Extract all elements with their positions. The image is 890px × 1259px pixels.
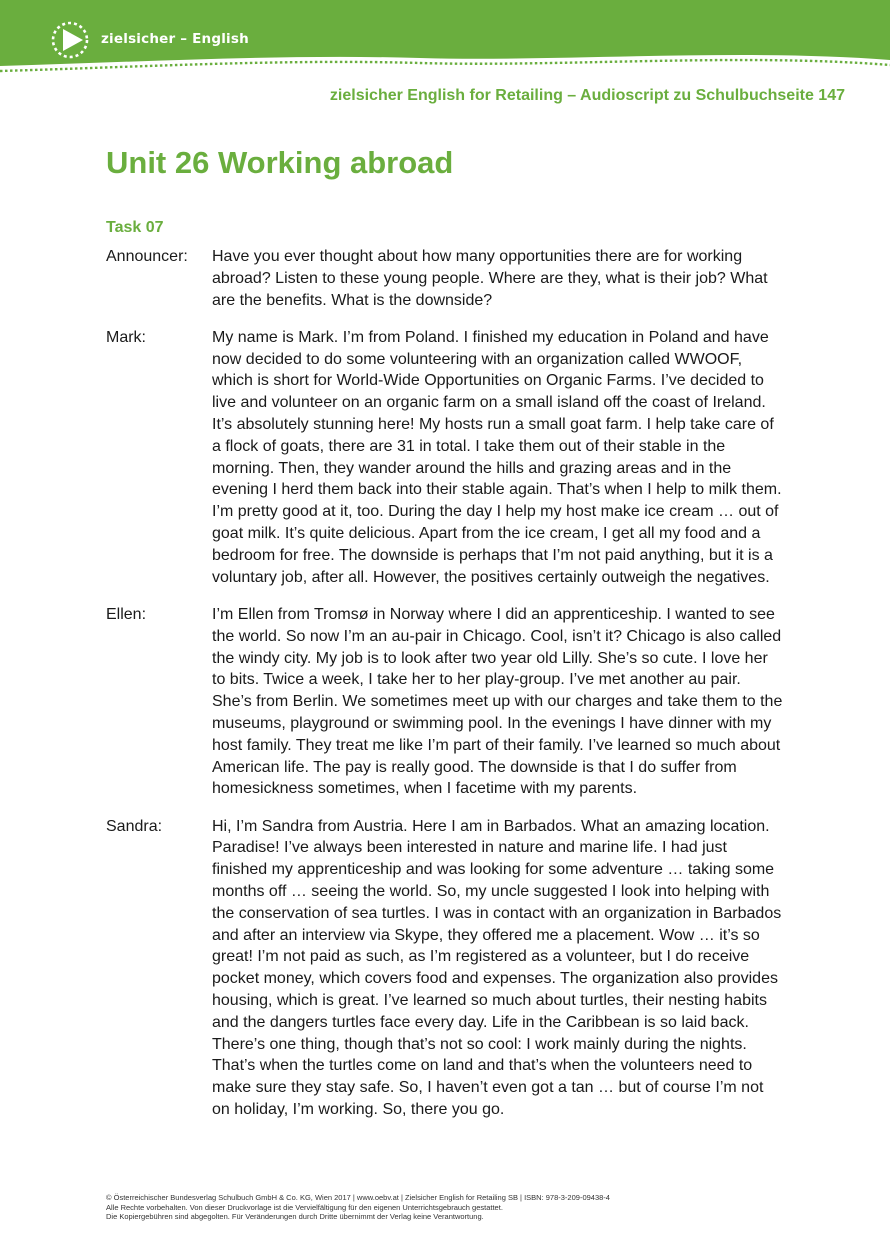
- brand-name: zielsicher – English: [101, 31, 249, 47]
- copyright-footer: [106, 1193, 806, 1222]
- speaker-name: Mark:: [106, 328, 146, 346]
- dialogue-turn-mark: [106, 327, 796, 589]
- footer-line: Alle Rechte vorbehalten. Von dieser Druckvorlage ist die Vervielfältigung für den eigenen Unterrichtsgebrauch gestattet.: [106, 1202, 503, 1212]
- audioscript: [106, 246, 796, 1136]
- dialogue-turn-ellen: [106, 604, 796, 800]
- speech-text: Have you ever thought about how many opportunities there are for working abroad? Listen to these young people. Where are they, what is their job? What are the benefits. What is the downside?: [212, 248, 768, 309]
- speech-text: My name is Mark. I’m from Poland. I finished my education in Poland and have now decided to do some volunteering with an organization called WWOOF, which is short for World-Wide Opportunities on Organic Farms. I’ve decided to live and volunteer on an organic farm on a small island off the coast of Ireland. It’s absolutely stunning here! My hosts run a small goat farm. I help take care of a flock of goats, there are 31 in total. I take them out of their stable in the morning. Then, they wander around the hills and grazing areas and in the evening I herd them back into their stable again. That’s when I help to milk them. I’m pretty good at it, too. During the day I help my host make ice cream … out of goat milk. It’s quite delicious. Apart from the ice cream, I get all my food and a bedroom for free. The downside is perhaps that I’m not paid anything, but it is a voluntary job, after all. However, the positives certainly outweigh the negatives.: [212, 328, 782, 586]
- speaker-name: Sandra:: [106, 817, 163, 835]
- speech-text: Hi, I’m Sandra from Austria. Here I am in Barbados. What an amazing location. Paradise! I’ve always been interested in nature and marine life. I had just finished my apprenticeship and was looking for some adventure … taking some months off … seeing the world. So, my uncle suggested I look into helping with the conservation of sea turtles. I was in contact with an organization in Barbados and after an interview via Skype, they offered me a placement. Wow … it’s so great! I’m not paid as such, as I’m registered as a volunteer, but I do receive pocket money, which covers food and expenses. The organization also provides housing, which is great. I’ve learned so much about turtles, their nesting habits and the dangers turtles face every day. Life in the Caribbean is so laid back. There’s one thing, though that’s not so cool: I work mainly during the nights. That’s when the turtles come on land and that’s when the volunteers need to make sure they stay safe. So, I haven’t even got a tan … but of course I’m not on holiday, I’m working. So, there you go.: [212, 817, 782, 1118]
- speaker-name: Ellen:: [106, 605, 147, 623]
- speaker-name: Announcer:: [106, 248, 188, 265]
- dialogue-turn-announcer: [106, 246, 796, 311]
- task-label: Task 07: [106, 219, 164, 236]
- footer-line: Die Kopiergebühren sind abgegolten. Für Veränderungen durch Dritte übernimmt der Verlag keine Verantwortung.: [106, 1212, 484, 1222]
- speech-text: I’m Ellen from Tromsø in Norway where I did an apprenticeship. I wanted to see the world. So now I’m an au-pair in Chicago. Cool, isn’t it? Chicago is also called the windy city. My job is to look after two year old Lilly. She’s so cute. I love her to bits. Twice a week, I take her to her play-group. I’ve met another au pair. She’s from Berlin. We sometimes meet up with our charges and take them to the museums, playground or swimming pool. In the evenings I have dinner with my host family. They treat me like I’m part of their family. I’ve learned so much about American life. The pay is really good. The downside is that I do suffer from homesickness sometimes, when I facetime with my parents.: [212, 605, 783, 798]
- dialogue-turn-sandra: [106, 816, 796, 1121]
- unit-title: Unit 26 Working abroad: [106, 145, 454, 180]
- document-header-title: zielsicher English for Retailing – Audioscript zu Schulbuchseite 147: [329, 87, 845, 104]
- footer-line: © Österreichischer Bundesverlag Schulbuch GmbH & Co. KG, Wien 2017 | www.oebv.at | Zielsicher English for Retailing SB | ISBN: 978-3-209-09438-4: [106, 1193, 610, 1202]
